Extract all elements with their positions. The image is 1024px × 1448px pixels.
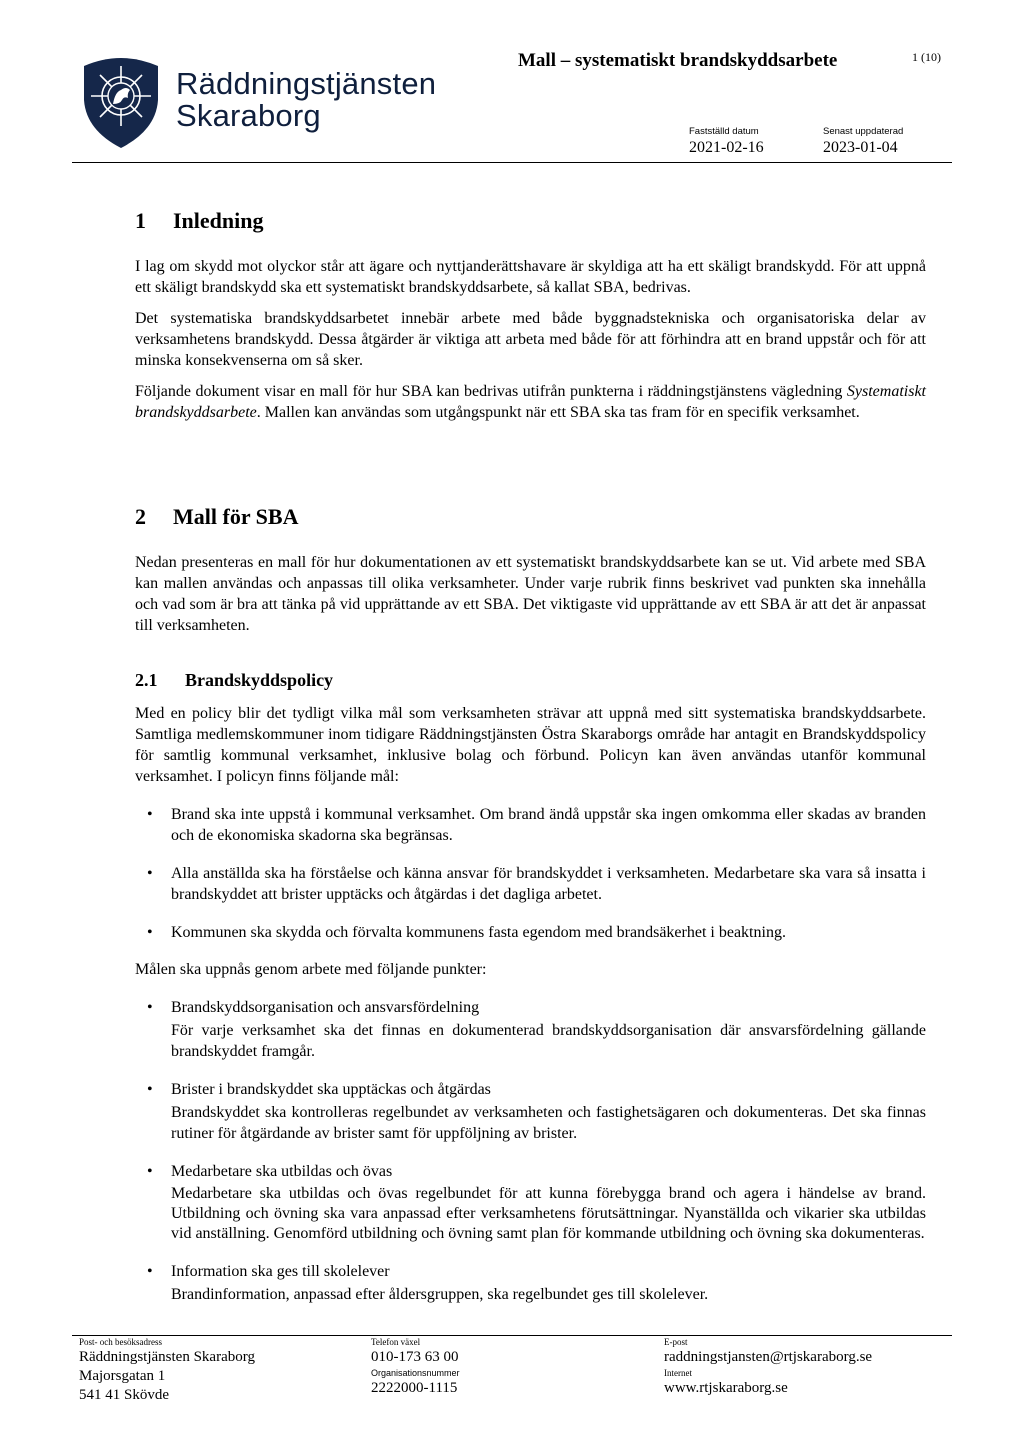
list-item: • Brand ska inte uppstå i kommunal verksamhet. Om brand ändå uppstår ska ingen omkomma eller skadas av branden och de ekonomiska skadorna ska begränsas. xyxy=(135,804,926,846)
paragraph xyxy=(135,381,926,423)
address-line: Räddningstjänsten Skaraborg xyxy=(79,1349,255,1365)
logo-shield-icon xyxy=(80,52,162,150)
section-brandskyddspolicy xyxy=(135,669,926,1305)
address-label: Post- och besöksadress xyxy=(79,1337,162,1347)
established-date-label: Fastställd datum xyxy=(689,126,759,137)
organization-name xyxy=(176,68,436,132)
orgnr-label: Organisationsnummer xyxy=(371,1368,460,1378)
list-item-title: • Brandskyddsorganisation och ansvarsfördelning xyxy=(171,999,480,1016)
paragraph: I lag om skydd mot olyckor står att ägare och nyttjanderättshavare är skyldiga att ha ett skäligt brandskydd. För att uppnå ett skäligt brandskydd ska ett systematiskt brandskyddsarbete, så kallat SBA, bedrivas. xyxy=(135,258,926,296)
list-item xyxy=(135,1261,926,1305)
header-divider xyxy=(72,162,952,163)
list-item xyxy=(135,1079,926,1144)
list-item-text: Brandskyddet ska kontrolleras regelbundet av verksamheten och fastighetsägaren och dokumenteras. Det ska finnas rutiner för åtgärdande av brister samt för uppföljning av brister. xyxy=(171,1104,926,1142)
orgnr-value: 2222000-1115 xyxy=(371,1380,458,1396)
section-number: 2 xyxy=(135,504,146,529)
list-item: • Kommunen ska skydda och förvalta kommunens fasta egendom med brandsäkerhet i beaktning. xyxy=(135,922,926,943)
address-line: Majorsgatan 1 xyxy=(79,1368,166,1384)
policy-points-list xyxy=(135,997,926,1305)
paragraph: Nedan presenteras en mall för hur dokumentationen av ett systematiskt brandskyddsarbete kan se ut. Vid arbete med SBA kan mallen användas och anpassas till olika verksamheter. Under varje rubrik finns beskrivet vad punkten ska innehålla och vad som är bra att tänka på vid upprättande av ett SBA. Det viktigaste vid upprättande av ett SBA är att det är anpassat till verksamheten. xyxy=(135,554,926,634)
list-item-text: Brandinformation, anpassad efter åldersgruppen, ska regelbundet ges till skolelever. xyxy=(171,1286,709,1303)
list-item-text: Medarbetare ska utbildas och övas regelbundet för att kunna förebygga brand och agera i händelse av brand. Utbildning och övning ska vara anpassad efter verksamhetens förutsättningar. Nyanställda och vikarier ska utbildas vid anställning. Genomförd utbildning och övning samt plan för kommande utbildning och övning ska dokumenteras. xyxy=(171,1185,926,1242)
section-mall-for-sba xyxy=(135,504,926,636)
paragraph: Målen ska uppnås genom arbete med följande punkter: xyxy=(135,961,487,978)
list-item: • Alla anställda ska ha förståelse och känna ansvar för brandskyddet i verksamheten. Medarbetare ska vara så insatta i brandskyddet att brister upptäcks och åtgärdas i det dagliga arbetet. xyxy=(135,863,926,905)
address-line: 541 41 Skövde xyxy=(79,1387,169,1403)
document-title: Mall – systematiskt brandskyddsarbete xyxy=(518,50,838,71)
section-heading xyxy=(135,208,926,234)
section-title: Inledning xyxy=(173,208,264,233)
organization-name-line1: Räddningstjänsten xyxy=(176,66,437,101)
updated-date-value: 2023-01-04 xyxy=(823,139,898,156)
list-item xyxy=(135,997,926,1062)
email-link[interactable]: raddningstjansten@rtjskaraborg.se xyxy=(664,1349,873,1365)
phone-value: 010-173 63 00 xyxy=(371,1349,459,1365)
section-heading xyxy=(135,504,926,530)
guide-title: Systematiskt brandskyddsarbete xyxy=(135,383,926,421)
section-title: Mall för SBA xyxy=(173,504,299,529)
email-label: E-post xyxy=(664,1337,688,1347)
policy-goals-list xyxy=(135,804,926,943)
section-number: 1 xyxy=(135,208,146,233)
paragraph-text: . Mallen kan användas som utgångspunkt när ett SBA ska tas fram för en specifik verksamhet. xyxy=(256,404,860,421)
page-number: 1 (10) xyxy=(912,50,941,64)
section-inledning xyxy=(135,208,926,423)
list-item-title: • Brister i brandskyddet ska upptäckas och åtgärdas xyxy=(171,1081,491,1098)
organization-name-line2: Skaraborg xyxy=(176,98,321,133)
phone-label: Telefon växel xyxy=(371,1337,421,1347)
list-item-text: För varje verksamhet ska det finnas en dokumenterad brandskyddsorganisation där ansvarsfördelning gällande brandskyddet framgår. xyxy=(171,1022,926,1060)
website-link[interactable]: www.rtjskaraborg.se xyxy=(664,1380,788,1396)
subsection-number: 2.1 xyxy=(135,670,158,690)
list-item-title: • Medarbetare ska utbildas och övas xyxy=(171,1163,393,1180)
paragraph: Det systematiska brandskyddsarbetet innebär arbete med både byggnadstekniska och organisatoriska delar av verksamhetens brandskydd. Dessa åtgärder är viktiga att arbeta med både för att förhindra att en brand uppstår och för att minska konsekvenserna om så sker. xyxy=(135,310,926,369)
paragraph: Med en policy blir det tydligt vilka mål som verksamheten strävar att uppnå med sitt systematiska brandskyddsarbete. Samtliga medlemskommuner inom tidigare Räddningstjänsten Östra Skaraborgs område har antagit en Brandskyddspolicy för samtlig kommunal verksamhet, inklusive bolag och förbund. Policyn kan även användas utanför kommunal verksamhet. I policyn finns följande mål: xyxy=(135,705,926,785)
subsection-title: Brandskyddspolicy xyxy=(185,670,334,690)
list-item xyxy=(135,1161,926,1244)
footer-divider xyxy=(72,1335,952,1336)
list-item-title: • Information ska ges till skolelever xyxy=(171,1263,390,1280)
web-label: Internet xyxy=(664,1368,692,1378)
subsection-heading xyxy=(135,669,926,691)
paragraph-text: Följande dokument visar en mall för hur SBA kan bedrivas utifrån punkterna i räddningstjänstens vägledning xyxy=(135,383,847,400)
established-date-value: 2021-02-16 xyxy=(689,139,764,156)
updated-date-label: Senast uppdaterad xyxy=(823,126,904,137)
